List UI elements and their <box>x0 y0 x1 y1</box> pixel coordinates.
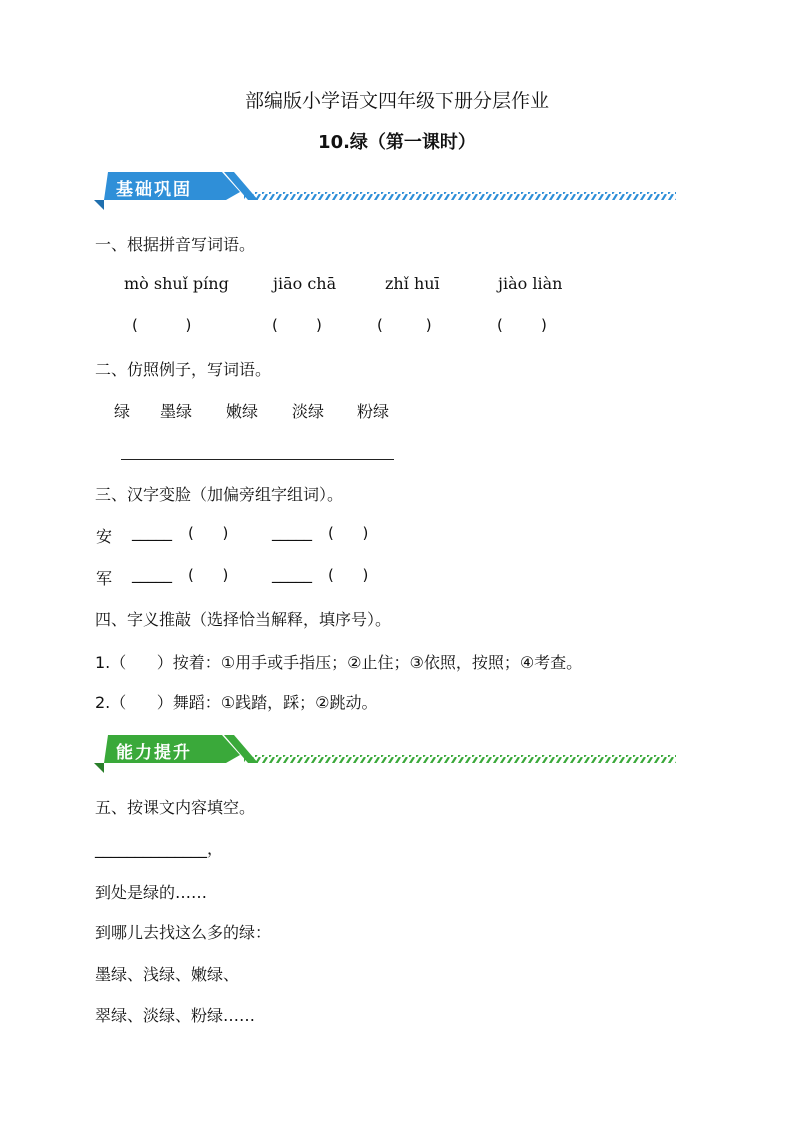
q2-word-3: 嫩绿 <box>226 402 259 421</box>
q5-title: 五、按课文内容填空。 <box>95 798 256 817</box>
q1-answer-blank-2[interactable]: ( ) <box>272 316 322 334</box>
q3-char-2: 军 <box>96 569 113 588</box>
q5-line-1[interactable]: ______________， <box>95 839 224 858</box>
section-banner-advanced <box>94 733 679 775</box>
q3-blank-1b[interactable]: _____ <box>272 522 312 541</box>
q1-title: 一、根据拼音写词语。 <box>95 235 256 254</box>
q5-line-3: 到哪儿去找这么多的绿： <box>95 923 272 942</box>
q2-answer-line[interactable] <box>121 459 394 460</box>
q1-pinyin-2: jiāo chā <box>273 274 337 293</box>
q4-title: 四、字义推敲（选择恰当解释，填序号）。 <box>95 610 392 629</box>
q1-pinyin-4: jiào liàn <box>498 274 563 293</box>
q5-line-5: 翠绿、淡绿、粉绿…… <box>95 1006 256 1025</box>
q3-paren-1a[interactable]: ( ) <box>188 524 229 542</box>
document-title: 部编版小学语文四年级下册分层作业 <box>244 90 549 112</box>
section-advanced-label: 能力提升 <box>116 743 192 763</box>
q1-answer-blank-4[interactable]: ( ) <box>497 316 547 334</box>
q3-blank-1a[interactable]: _____ <box>132 522 172 541</box>
q1-pinyin-1: mò shuǐ píng <box>124 274 229 293</box>
q5-line-2: 到处是绿的…… <box>95 883 208 902</box>
q5-line-4: 墨绿、浅绿、嫩绿、 <box>95 965 240 984</box>
q3-title: 三、汉字变脸（加偏旁组字组词）。 <box>95 485 344 504</box>
q3-paren-2b[interactable]: ( ) <box>328 566 369 584</box>
q2-word-5: 粉绿 <box>357 402 390 421</box>
q1-answer-blank-3[interactable]: ( ) <box>377 316 432 334</box>
section-banner-basic <box>94 170 679 212</box>
q2-word-2: 墨绿 <box>160 402 193 421</box>
q4-item-2: 2.（ ）舞蹈：①践踏，踩；②跳动。 <box>95 693 378 712</box>
q2-title: 二、仿照例子，写词语。 <box>95 360 272 379</box>
q3-blank-2a[interactable]: _____ <box>132 564 172 583</box>
q1-pinyin-3: zhǐ huī <box>385 274 440 293</box>
q4-item-1: 1.（ ）按着：①用手或手指压；②止住；③依照，按照；④考查。 <box>95 653 583 672</box>
q3-paren-1b[interactable]: ( ) <box>328 524 369 542</box>
q3-char-1: 安 <box>96 527 113 546</box>
q2-word-4: 淡绿 <box>292 402 325 421</box>
section-basic-label: 基础巩固 <box>116 180 192 200</box>
q3-blank-2b[interactable]: _____ <box>272 564 312 583</box>
q3-paren-2a[interactable]: ( ) <box>188 566 229 584</box>
q2-word-1: 绿 <box>114 402 131 421</box>
lesson-subtitle: 10.绿（第一课时） <box>318 132 476 153</box>
q1-answer-blank-1[interactable]: ( ) <box>132 316 192 334</box>
